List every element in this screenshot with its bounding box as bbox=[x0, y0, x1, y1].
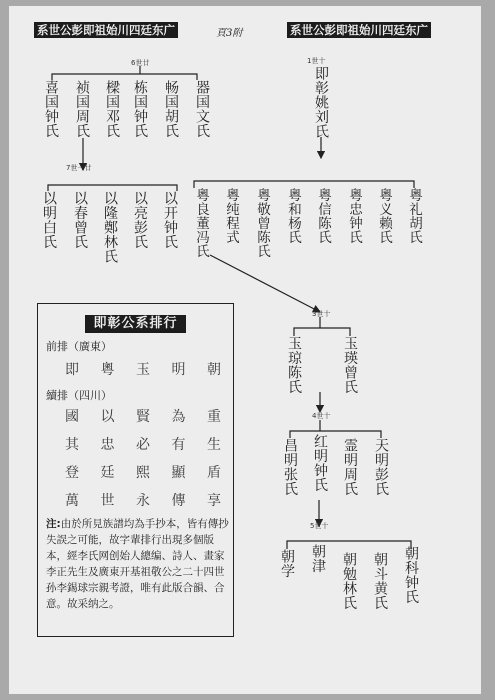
member-gen4-1: 昌明张氏 bbox=[282, 438, 298, 496]
cont-char: 享 bbox=[207, 493, 221, 509]
member-gen6-5: 畅国胡氏 bbox=[163, 80, 179, 138]
cont-char: 以 bbox=[100, 409, 115, 425]
cont-char: 廷 bbox=[100, 465, 115, 481]
front-char-3: 玉 bbox=[136, 362, 150, 378]
member-gen6-4: 栋国钟氏 bbox=[132, 80, 148, 138]
cont-char: 熙 bbox=[136, 465, 150, 481]
header-right-title: 系世公彭即祖始川四廷东广 bbox=[287, 22, 431, 38]
page-number: 頁3附 bbox=[216, 28, 243, 39]
front-char-2: 粵 bbox=[100, 362, 115, 378]
member-gen7-3: 以隆鄭林氏 bbox=[102, 191, 118, 264]
gen-label-7: 7世一廿 bbox=[66, 164, 92, 172]
cont-row-1 bbox=[58, 406, 228, 426]
note-label: 注: bbox=[46, 518, 61, 530]
member-gen5-5: 朝科钟氏 bbox=[403, 546, 419, 604]
member-gen2-1: 粵良董冯氏 bbox=[193, 188, 209, 258]
member-gen5-3: 朝勉林氏 bbox=[341, 552, 357, 610]
note-text: 由於所見族譜均為手抄本，皆有傳抄失誤之可能，故字輩排行出現多個版本，經李氏网创始人總编、詩人、畫家李正先生及廣東开基祖敬公之二十四世孙李錫球宗親考證，唯有此版合韻、合意。故采纳之。 bbox=[46, 518, 229, 610]
cont-char: 世 bbox=[100, 493, 115, 509]
gen-label-4: 4世十 bbox=[312, 412, 331, 420]
member-gen2-7: 粵义赖氏 bbox=[376, 188, 392, 244]
member-gen7-4: 以亮彭氏 bbox=[132, 191, 148, 249]
cont-char: 重 bbox=[207, 409, 221, 425]
member-gen7-2: 以春曾氏 bbox=[72, 191, 88, 249]
header-left-title: 系世公彭即祖始川四廷东广 bbox=[34, 22, 178, 38]
member-gen6-6: 器国文氏 bbox=[194, 80, 210, 138]
cont-char: 其 bbox=[65, 437, 79, 453]
gen-label-6: 6世廿 bbox=[131, 59, 150, 67]
cont-char: 必 bbox=[136, 437, 150, 453]
cont-row-2 bbox=[58, 434, 228, 454]
member-gen6-1: 喜国钟氏 bbox=[43, 80, 59, 138]
front-char-4: 明 bbox=[171, 362, 186, 378]
member-gen2-5: 粵信陈氏 bbox=[315, 188, 331, 244]
cont-char: 盾 bbox=[207, 465, 221, 481]
cont-char: 萬 bbox=[65, 493, 79, 509]
cont-char: 永 bbox=[136, 493, 150, 509]
member-gen5-1: 朝学 bbox=[279, 549, 295, 578]
gen-label-5: 5世十 bbox=[310, 522, 329, 530]
cont-char: 有 bbox=[171, 437, 186, 453]
member-gen2-6: 粵忠钟氏 bbox=[346, 188, 362, 244]
member-root: 即彰姚刘氏 bbox=[313, 66, 329, 139]
ranking-box bbox=[37, 303, 234, 637]
member-gen4-2: 红明钟氏 bbox=[312, 434, 328, 492]
ranking-box-title: 即彰公系排行 bbox=[38, 312, 233, 333]
cont-char: 國 bbox=[65, 409, 79, 425]
note-paragraph bbox=[46, 516, 229, 612]
member-gen5-4: 朝斗黄氏 bbox=[372, 552, 388, 610]
member-gen4-3: 霊明周氏 bbox=[342, 438, 358, 496]
gen-label-1: 1世十 bbox=[307, 57, 326, 65]
cont-row-3 bbox=[58, 462, 228, 482]
member-gen3-2: 玉瑛曾氏 bbox=[342, 336, 358, 394]
cont-char: 忠 bbox=[100, 437, 115, 453]
cont-label: 續排（四川） bbox=[46, 389, 112, 402]
cont-char: 登 bbox=[65, 465, 79, 481]
front-label: 前排（廣東） bbox=[46, 340, 112, 353]
member-gen2-2: 粵纯程式 bbox=[223, 188, 239, 244]
member-gen6-3: 樑国邓氏 bbox=[104, 80, 120, 138]
gen-label-3: 3世十 bbox=[312, 310, 331, 318]
cont-char: 生 bbox=[207, 437, 221, 453]
front-char-5: 朝 bbox=[207, 362, 221, 378]
cont-char: 顯 bbox=[171, 465, 186, 481]
member-gen2-8: 粵礼胡氏 bbox=[406, 188, 422, 244]
cont-char: 賢 bbox=[136, 409, 150, 425]
member-gen7-1: 以明白氏 bbox=[41, 191, 57, 249]
member-gen7-5: 以开钟氏 bbox=[162, 191, 178, 249]
member-gen5-2: 朝津 bbox=[310, 544, 326, 573]
member-gen2-4: 粵和杨氏 bbox=[285, 188, 301, 244]
cont-char: 為 bbox=[171, 409, 186, 425]
cont-char: 傳 bbox=[171, 493, 186, 509]
member-gen3-1: 玉琼陈氏 bbox=[286, 336, 302, 394]
member-gen4-4: 天明彭氏 bbox=[373, 438, 389, 496]
front-chars-row bbox=[58, 359, 228, 379]
member-gen2-3: 粵敬曾陈氏 bbox=[254, 188, 270, 258]
member-gen6-2: 祯国周氏 bbox=[74, 80, 90, 138]
cont-row-4 bbox=[58, 490, 228, 510]
front-char-1: 即 bbox=[65, 362, 79, 378]
